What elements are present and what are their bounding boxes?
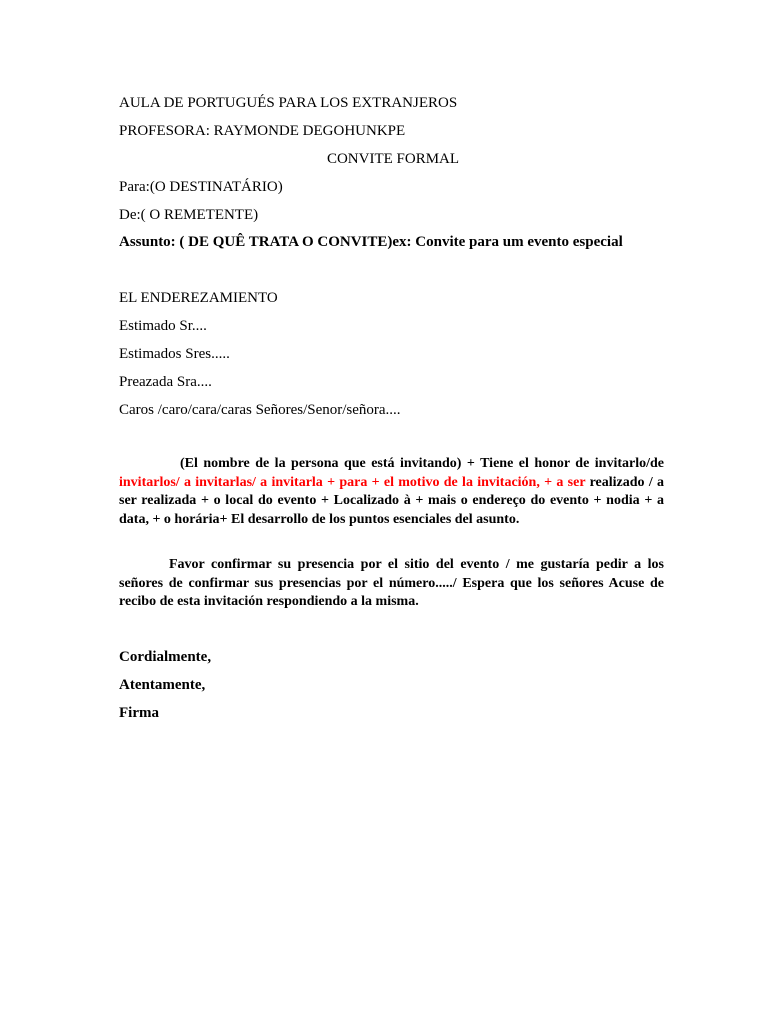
body-paragraph-2: Favor confirmar su presencia por el sitio del evento / me gustaría pedir a los señores de confirmar sus presencias por el número...../ Espera que los señores Acuse de recibo de esta invitación respondiendo a la misma. (119, 557, 664, 609)
body-text: realizado / a ser realizada + o local do evento + Localizado à + mais o endereço do evento + nodia + a data, + o horária+ El desarrollo de los puntos esenciales del asunto. (119, 474, 664, 527)
sender-field: De:( O REMETENTE) (119, 207, 259, 223)
body-paragraph-1 (119, 455, 664, 529)
salutation-item: Estimados Sres..... (119, 346, 230, 362)
closing-line: Atentamente, (119, 677, 206, 693)
salutation-item: Caros /caro/cara/caras Señores/Senor/señora.... (119, 402, 401, 418)
body-text: (El nombre de la persona que está invitando) + Tiene el honor de invitarlo/de (180, 456, 664, 471)
teacher-name: PROFESORA: RAYMONDE DEGOHUNKPE (119, 123, 406, 139)
salutation-item: Estimado Sr.... (119, 318, 207, 334)
signature-label: Firma (119, 705, 159, 721)
document-title: CONVITE FORMAL (326, 151, 460, 167)
subject-field: Assunto: ( DE QUÊ TRATA O CONVITE)ex: Convite para um evento especial (119, 234, 623, 250)
recipient-field: Para:(O DESTINATÁRIO) (119, 179, 283, 195)
highlighted-text: invitarlos/ a invitarlas/ a invitarla + para + el motivo de la invitación, + a ser (119, 474, 586, 490)
closing-line: Cordialmente, (119, 649, 212, 665)
section-heading: EL ENDEREZAMIENTO (119, 290, 278, 306)
salutation-item: Preazada Sra.... (119, 374, 212, 390)
course-title: AULA DE PORTUGUÉS PARA LOS EXTRANJEROS (119, 95, 458, 111)
